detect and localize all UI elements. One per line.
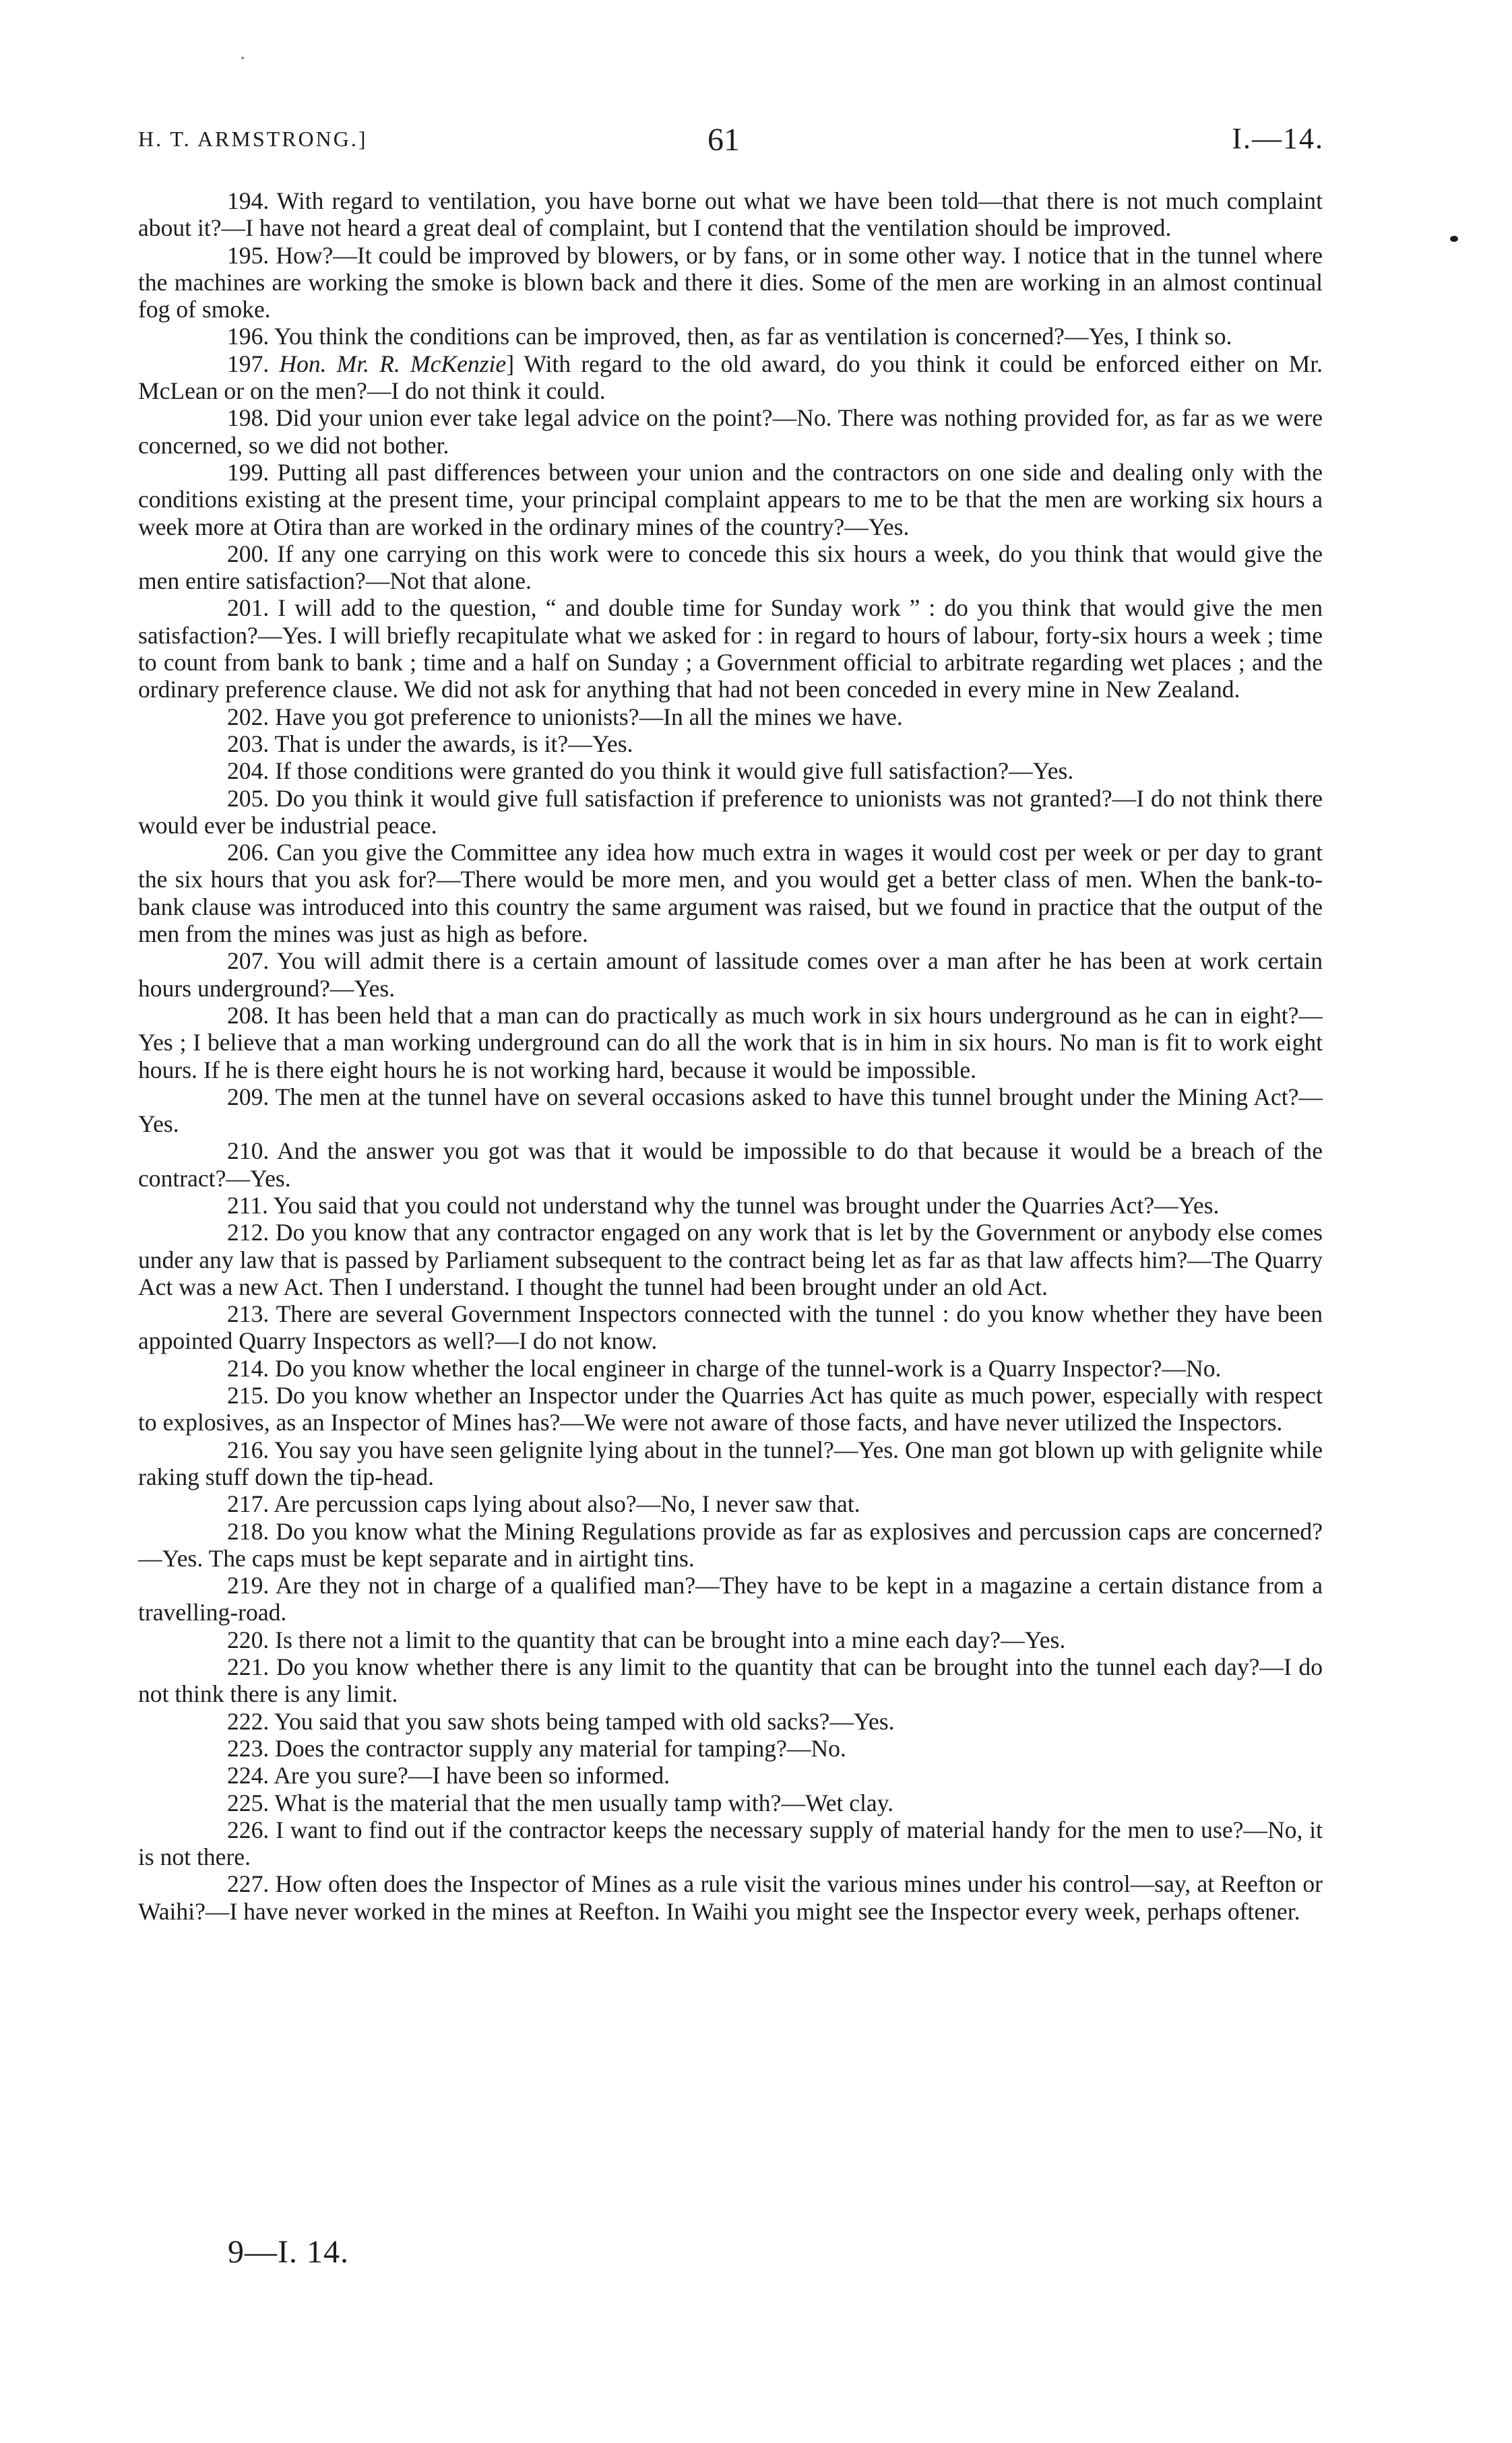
- question-answer-paragraph: 213. There are several Government Inspectors connected with the tunnel : do you know whether they have been appointed Quarry Inspectors as well?—I do not know.: [138, 1300, 1323, 1355]
- question-answer-paragraph: 207. You will admit there is a certain amount of lassitude comes over a man after he has been at work certain hours underground?—Yes.: [138, 947, 1323, 1002]
- question-answer-paragraph: 196. You think the conditions can be improved, then, as far as ventilation is concerned?—Yes, I think so.: [227, 323, 1232, 350]
- speaker-name: Hon. Mr. R. McKenzie: [279, 350, 507, 377]
- signature-mark: 9—I. 14.: [228, 2234, 349, 2270]
- question-answer-paragraph: 217. Are percussion caps lying about also?—No, I never saw that.: [227, 1490, 860, 1518]
- question-answer-paragraph: 223. Does the contractor supply any material for tamping?—No.: [227, 1734, 846, 1762]
- question-answer-paragraph: 216. You say you have seen gelignite lying about in the tunnel?—Yes. One man got blown up with gelignite while raking stuff down the tip-head.: [138, 1436, 1323, 1490]
- question-answer-paragraph: 209. The men at the tunnel have on several occasions asked to have this tunnel brought under the Mining Act?—Yes.: [138, 1083, 1323, 1138]
- question-answer-paragraph: 202. Have you got preference to unionists?—In all the mines we have.: [227, 703, 903, 730]
- question-answer-paragraph: 218. Do you know what the Mining Regulations provide as far as explosives and percussion caps are concerned?—Yes. The caps must be kept separate and in airtight tins.: [138, 1517, 1323, 1572]
- page-header: [138, 121, 1324, 162]
- question-answer-paragraph: 225. What is the material that the men usually tamp with?—Wet clay.: [227, 1789, 894, 1816]
- paper-reference: I.—14.: [1232, 122, 1324, 155]
- question-answer-paragraph: 212. Do you know that any contractor engaged on any work that is let by the Government or anybody else comes under any law that is passed by Parliament subsequent to the contract being let as far as that law affects him?—The Quarry Act was a new Act. Then I understand. I thought the tunnel had been brought under an old Act.: [138, 1219, 1323, 1300]
- page-number: 61: [707, 122, 740, 158]
- question-answer-paragraph: 222. You said that you saw shots being tamped with old sacks?—Yes.: [227, 1707, 895, 1735]
- question-answer-paragraph: [138, 350, 1323, 405]
- question-answer-paragraph: 224. Are you sure?—I have been so informed.: [227, 1762, 670, 1789]
- question-answer-paragraph: 194. With regard to ventilation, you have borne out what we have been told—that there is not much complaint about it?—I have not heard a great deal of complaint, but I contend that the ventilation should be improved.: [138, 187, 1323, 242]
- evidence-transcript: [138, 187, 1323, 1925]
- question-answer-paragraph: 219. Are they not in charge of a qualified man?—They have to be kept in a magazine a certain distance from a travelling-road.: [138, 1572, 1323, 1626]
- question-answer-paragraph: 208. It has been held that a man can do practically as much work in six hours underground as he can in eight?—Yes ; I believe that a man working underground can do all the work that is in him in six hours. No man is fit to work eight hours. If he is there eight hours he is not working hard, because it would be impossible.: [138, 1001, 1323, 1083]
- question-answer-paragraph: 205. Do you think it would give full satisfaction if preference to unionists was not granted?—I do not think there would ever be industrial peace.: [138, 784, 1323, 839]
- question-answer-paragraph: 203. That is under the awards, is it?—Yes.: [227, 730, 633, 757]
- question-answer-paragraph: 210. And the answer you got was that it would be impossible to do that because it would be a breach of the contract?—Yes.: [138, 1137, 1323, 1192]
- question-answer-paragraph: 198. Did your union ever take legal advice on the point?—No. There was nothing provided for, as far as we were concerned, so we did not bother.: [138, 404, 1323, 459]
- question-answer-paragraph: 206. Can you give the Committee any idea how much extra in wages it would cost per week or per day to grant the six hours that you ask for?—There would be more men, and you would get a better class of men. When the bank-to-bank clause was introduced into this country the same argument was raised, but we found in practice that the output of the men from the mines was just as high as before.: [138, 839, 1323, 948]
- question-answer-paragraph: 226. I want to find out if the contractor keeps the necessary supply of material handy for the men to use?—No, it is not there.: [138, 1816, 1323, 1871]
- question-answer-paragraph: 220. Is there not a limit to the quantity that can be brought into a mine each day?—Yes.: [227, 1626, 1066, 1653]
- paragraph-text: ] With regard to the old award, do you think it could be enforced either on Mr. McLean or on the men?—I do not think it could.: [138, 350, 1323, 405]
- header-witness-name: H. T. ARMSTRONG.]: [138, 127, 368, 151]
- question-answer-paragraph: 215. Do you know whether an Inspector under the Quarries Act has quite as much power, especially with respect to explosives, as an Inspector of Mines has?—We were not aware of those facts, and have never utilized the Inspectors.: [138, 1382, 1323, 1436]
- question-number: 197.: [227, 350, 280, 377]
- margin-mark: [1450, 236, 1458, 242]
- question-answer-paragraph: 214. Do you know whether the local engineer in charge of the tunnel-work is a Quarry Inspector?—No.: [227, 1354, 1222, 1382]
- question-answer-paragraph: 227. How often does the Inspector of Mines as a rule visit the various mines under his control—say, at Reefton or Waihi?—I have never worked in the mines at Reefton. In Waihi you might see the Inspector every week, perhaps oftener.: [138, 1870, 1323, 1925]
- paper-speck: [241, 57, 244, 59]
- question-answer-paragraph: 199. Putting all past differences between your union and the contractors on one side and dealing only with the conditions existing at the present time, your principal complaint appears to me to be that the men are working six hours a week more at Otira than are worked in the ordinary mines of the country?—Yes.: [138, 458, 1323, 540]
- question-answer-paragraph: 201. I will add to the question, “ and double time for Sunday work ” : do you think that would give the men satisfaction?—Yes. I will briefly recapitulate what we asked for : in regard to hours of labour, forty-six hours a week ; time to count from bank to bank ; time and a half on Sunday ; a Government official to arbitrate regarding wet places ; and the ordinary preference clause. We did not ask for anything that had not been conceded in every mine in New Zealand.: [138, 594, 1323, 703]
- question-answer-paragraph: 211. You said that you could not understand why the tunnel was brought under the Quarries Act?—Yes.: [227, 1191, 1220, 1219]
- question-answer-paragraph: 200. If any one carrying on this work were to concede this six hours a week, do you think that would give the men entire satisfaction?—Not that alone.: [138, 540, 1323, 595]
- question-answer-paragraph: 204. If those conditions were granted do you think it would give full satisfaction?—Yes.: [227, 757, 1074, 785]
- question-answer-paragraph: 195. How?—It could be improved by blowers, or by fans, or in some other way. I notice that in the tunnel where the machines are working the smoke is blown back and there it dies. Some of the men are working in an almost continual fog of smoke.: [138, 241, 1323, 323]
- question-answer-paragraph: 221. Do you know whether there is any limit to the quantity that can be brought into the tunnel each day?—I do not think there is any limit.: [138, 1653, 1323, 1708]
